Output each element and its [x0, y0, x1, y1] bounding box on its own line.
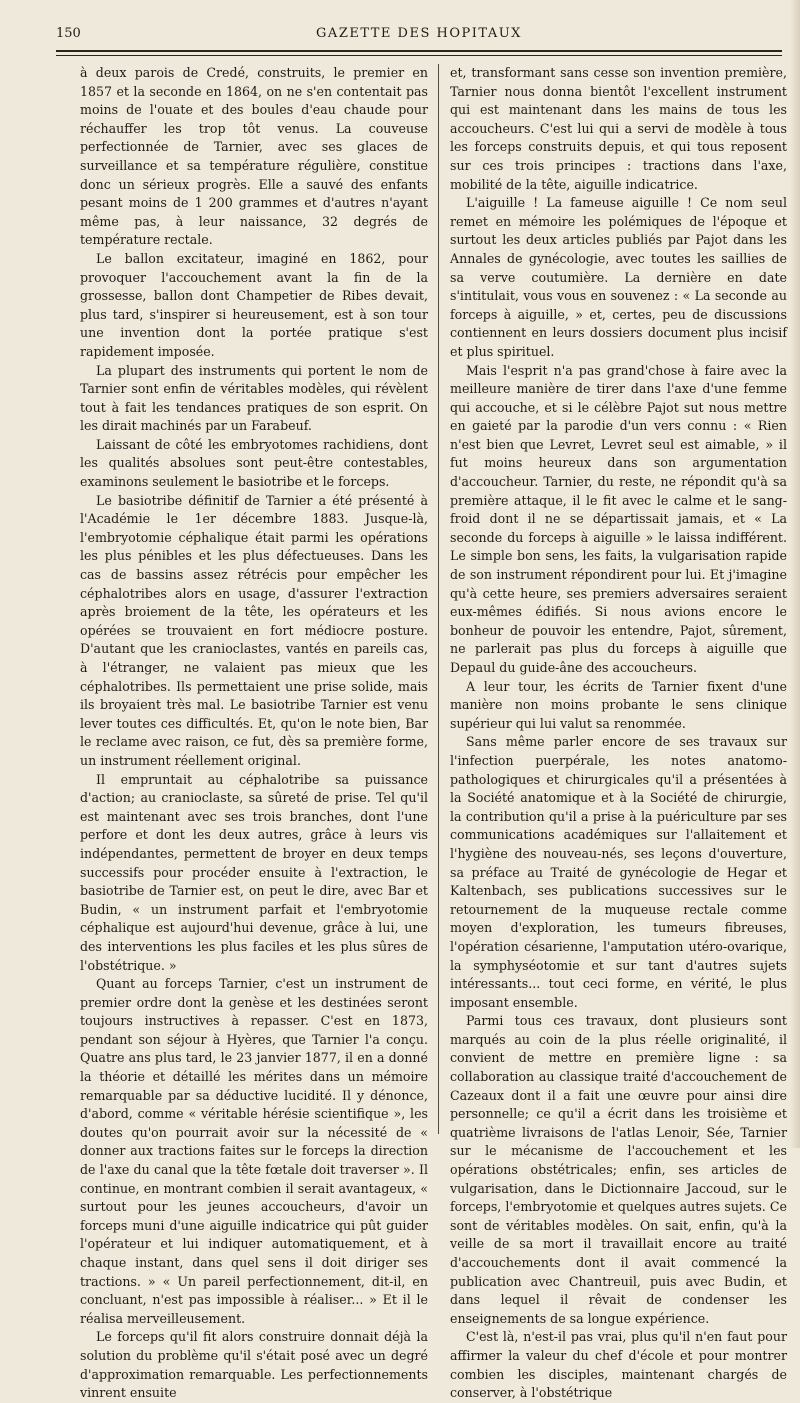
header-rule-thick — [56, 50, 782, 52]
paragraph: La plupart des instruments qui portent le nom de Tarnier sont enfin de véritables modèles, qui révèlent tout à fait les tendances pratiques de son esprit. On les dirait machinés par un Farabeuf. — [80, 362, 428, 434]
paragraph: Sans même parler encore de ses travaux sur l'infection puerpérale, les notes anatomo-pathologiques et chirurgicales qu'il a présentées à la Société anatomique et à la Société de chirurgie, la contribution qu'il a prise à la puériculture par ses communications académiques sur l'allaitement et l'hygiène des nouveau-nés, ses leçons d'ouverture, sa préface au Traité de gynécologie de Hegar et Kaltenbach, ses publications successives sur le retournement de la muqueuse rectale comme moyen d'exploration, les tumeurs fibreuses, l'opération césarienne, l'amputation utéro-ovarique, la symphyséotomie et sur tant d'autres sujets intéressants... tout ceci forme, en vérité, le plus imposant ensemble. — [450, 734, 787, 1010]
paragraph: A leur tour, les écrits de Tarnier fixent d'une manière non moins probante le sens clinique supérieur qui lui valut sa renommée. — [450, 678, 787, 731]
paragraph: à deux parois de Credé, construits, le premier en 1857 et la seconde en 1864, on ne s'en contentait pas moins de l'ouate et des boules d'eau chaude pour réchauffer les trop tôt venus. La couveuse perfectionnée de Tarnier, avec ses glaces de surveillance et sa température régulière, constitue donc un sérieux progrès. Elle a sauvé des enfants pesant moins de 1 200 grammes et d'autres n'ayant même pas, à leur naissance, 32 degrés de température rectale. — [80, 65, 428, 248]
paragraph: Le ballon excitateur, imaginé en 1862, pour provoquer l'accouchement avant la fin de la grossesse, ballon dont Champetier de Ribes devait, plus tard, s'inspirer si heureusement, est à son tour une invention dont la portée pratique s'est rapidement imposée. — [80, 250, 428, 359]
paragraph: et, transformant sans cesse son invention première, Tarnier nous donna bientôt l'excellent instrument qui est maintenant dans les mains de tous les accoucheurs. C'est lui qui a servi de modèle à tous les forceps construits depuis, et qui tous reposent sur ces trois principes : tractions dans l'axe, mobilité de la tête, aiguille indicatrice. — [450, 65, 787, 192]
page-number: 150 — [56, 26, 81, 41]
journal-title: GAZETTE DES HOPITAUX — [316, 26, 522, 41]
column-divider — [438, 64, 439, 1134]
paragraph: Le basiotribe définitif de Tarnier a été présenté à l'Académie le 1er décembre 1883. Jusque-là, l'embryotomie céphalique était parmi les opérations les plus pénibles et les plus défectueuses. Dans les cas de bassins assez rétrécis pour empêcher les céphalotribes alors en usage, d'assurer l'extraction après broiement de la tête, les opérateurs et les opérées se trouvaient en fort médiocre posture. D'autant que les cranioclastes, vantés en pareils cas, à l'étranger, ne valaient pas mieux que les céphalotribes. Ils permettaient une prise solide, mais ils broyaient très mal. Le basiotribe Tarnier est venu lever toutes ces difficultés. Et, qu'on le note bien, Bar le reclame avec raison, ce fut, dès sa première forme, un instrument réellement original. — [80, 492, 428, 768]
left-column — [80, 64, 428, 1403]
page-edge-shadow — [790, 0, 800, 1148]
paragraph: Parmi tous ces travaux, dont plusieurs sont marqués au coin de la plus réelle originalité, il convient de mettre en première ligne : sa collaboration au classique traité d'accouchement de Cazeaux dont il a fait une œuvre pour ainsi dire personnelle; ce qu'il a écrit dans les troisième et quatrième livraisons de l'atlas Lenoir, Sée, Tarnier sur le mécanisme de l'accouchement et les opérations obstétricales; enfin, ses articles de vulgarisation, dans le Dictionnaire Jaccoud, sur le forceps, l'embryotomie et quelques autres sujets. Ce sont de véritables modèles. On sait, enfin, qu'à la veille de sa mort il travaillait encore au traité d'accouchements dont il avait commencé la publication avec Chantreuil, puis avec Budin, et dans lequel il rêvait de condenser les enseignements de sa longue expérience. — [450, 1013, 787, 1326]
paragraph: Quant au forceps Tarnier, c'est un instrument de premier ordre dont la genèse et les destinées seront toujours instructives à repasser. C'est en 1873, pendant son séjour à Hyères, que Tarnier l'a conçu. Quatre ans plus tard, le 23 janvier 1877, il en a donné la théorie et détaillé les mérites dans un mémoire remarquable par sa déductive lucidité. Il y dénonce, d'abord, comme « véritable hérésie scientifique », les doutes qu'on pourrait avoir sur la nécessité de « donner aux tractions faites sur le forceps la direction de l'axe du canal que la tête fœtale doit traverser ». Il continue, en montrant combien il serait avantageux, « surtout pour les jeunes accoucheurs, d'avoir un forceps muni d'une aiguille indicatrice qui pût guider l'opérateur et lui indiquer automatiquement, et à chaque instant, dans quel sens il doit diriger ses tractions. » « Un pareil perfectionnement, dit-il, en concluant, n'est pas impossible à réaliser... » Et il le réalisa merveilleusement. — [80, 976, 428, 1326]
header-rule-thin — [56, 55, 782, 56]
right-column — [450, 64, 787, 1403]
paragraph: C'est là, n'est-il pas vrai, plus qu'il n'en faut pour affirmer la valeur du chef d'école et pour montrer combien les disciples, maintenant chargés de conserver, à l'obstétrique — [450, 1329, 787, 1401]
paragraph: L'aiguille ! La fameuse aiguille ! Ce nom seul remet en mémoire les polémiques de l'époque et surtout les deux articles publiés par Pajot dans les Annales de gynécologie, avec toutes les saillies de sa verve coutumière. La dernière en date s'intitulait, vous vous en souvenez : « La seconde au forceps à aiguille, » et, certes, peu de discussions contiennent en leurs dossiers document plus incisif et plus spirituel. — [450, 195, 787, 359]
paragraph: Le forceps qu'il fit alors construire donnait déjà la solution du problème qu'il s'était posé avec un degré d'approximation remarquable. Les perfectionnements vinrent ensuite — [80, 1329, 428, 1401]
page-header — [56, 26, 782, 48]
paragraph: Laissant de côté les embryotomes rachidiens, dont les qualités absolues sont peut-être contestables, examinons seulement le basiotribe et le forceps. — [80, 436, 428, 490]
paragraph: Mais l'esprit n'a pas grand'chose à faire avec la meilleure manière de tirer dans l'axe d'une femme qui accouche, et si le célèbre Pajot sut nous mettre en gaieté par la parodie d'un vers connu : « Rien n'est bien que Levret, Levret seul est aimable, » il fut moins heureux dans son argumentation d'accoucheur. Tarnier, du reste, ne répondit qu'à sa première attaque, il le fit avec le calme et le sang-froid dont il ne se départissait jamais, et « La seconde du forceps à aiguille » le laissa indifférent. Le simple bon sens, les faits, la vulgarisation rapide de son instrument répondirent pour lui. Et j'imagine qu'à cette heure, ses premiers adversaires seraient eux-mêmes édifiés. Si nous avions encore le bonheur de pouvoir les entendre, Pajot, sûrement, ne parlerait pas plus du forceps à aiguille que Depaul du guide-âne des accoucheurs. — [450, 362, 787, 675]
paragraph: Il empruntait au céphalotribe sa puissance d'action; au cranioclaste, sa sûreté de prise. Tel qu'il est maintenant avec ses trois branches, dont l'une perfore et dont les deux autres, grâce à leurs vis indépendantes, permettent de broyer en deux temps successifs pour procéder ensuite à l'extraction, le basiotribe de Tarnier est, on peut le dire, avec Bar et Budin, « un instrument parfait et l'embryotomie céphalique est aujourd'hui devenue, grâce à lui, une des interventions les plus faciles et les plus sûres de l'obstétrique. » — [80, 771, 428, 973]
